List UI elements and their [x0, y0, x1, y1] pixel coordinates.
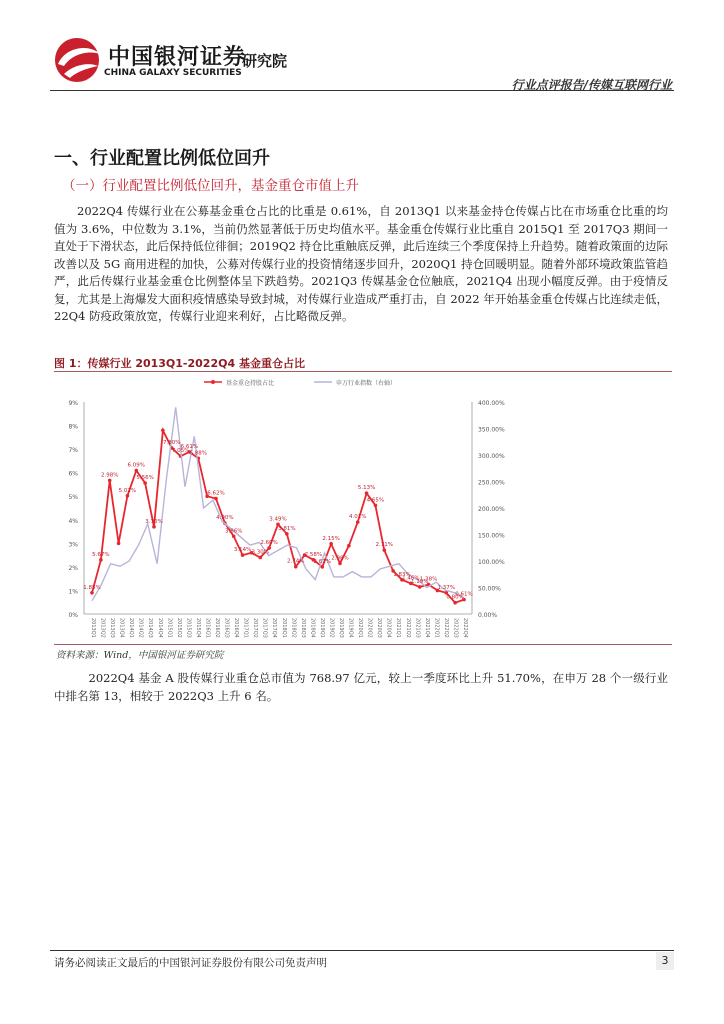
x-tick-label: 2015Q2: [175, 618, 182, 638]
x-tick-label: 2016Q3: [223, 618, 230, 638]
data-label: 1.85%: [83, 584, 101, 591]
data-point: [258, 556, 262, 560]
galaxy-logo-icon: [50, 36, 104, 84]
footer-divider: [50, 950, 674, 951]
x-tick-label: 2019Q2: [328, 618, 335, 638]
x-tick-label: 2016Q2: [214, 618, 220, 638]
data-label: 6.09%: [127, 462, 146, 469]
data-point: [347, 544, 351, 548]
y-left-tick-label: 8%: [68, 423, 78, 431]
data-label: 2.98%: [331, 555, 349, 562]
x-tick-label: 2014Q4: [156, 618, 163, 638]
logo-chinese-name: 中国银河证券: [108, 45, 247, 70]
x-tick-label: 2017Q3: [261, 618, 268, 638]
x-tick-label: 2015Q4: [194, 618, 201, 638]
y-right-tick-label: 350.00%: [478, 426, 505, 434]
y-right-tick-label: 50.00%: [478, 585, 501, 593]
x-tick-label: 2021Q3: [414, 618, 421, 638]
x-tick-label: 2016Q4: [233, 618, 240, 638]
y-right-tick-label: 150.00%: [478, 532, 505, 540]
data-point: [365, 491, 369, 495]
x-tick-label: 2021Q4: [423, 618, 430, 638]
chart-legend: [204, 379, 396, 387]
x-tick-label: 2015Q3: [185, 618, 192, 638]
x-tick-label: 2015Q1: [166, 618, 173, 638]
data-point: [99, 558, 103, 562]
data-label: 3.49%: [269, 516, 287, 523]
data-point: [338, 562, 342, 566]
x-tick-label: 2022Q3: [452, 618, 459, 638]
x-tick-label: 2013Q3: [109, 618, 116, 638]
data-point: [117, 542, 121, 546]
y-right-tick-label: 400.00%: [478, 400, 505, 407]
figure-title: 图 1：传媒行业 2013Q1-2022Q4 基金重仓占比: [54, 357, 305, 370]
y-left-tick-label: 0%: [68, 612, 78, 619]
data-point: [108, 479, 112, 483]
data-label: 1.46%: [402, 575, 420, 582]
data-label: 5.13%: [357, 485, 376, 492]
logo-institute: 研究院: [242, 52, 288, 70]
data-point: [232, 534, 236, 538]
legend-marker: [211, 380, 215, 384]
x-tick-label: 2017Q2: [252, 618, 259, 638]
x-tick-label: 2022Q1: [433, 618, 440, 638]
data-label: 4.90%: [216, 515, 234, 522]
x-tick-label: 2013Q2: [99, 618, 106, 638]
data-point: [418, 585, 422, 589]
data-point: [134, 469, 138, 473]
x-tick-label: 2018Q1: [280, 618, 287, 638]
data-point: [356, 520, 360, 524]
x-tick-label: 2017Q1: [242, 618, 249, 638]
data-point: [143, 481, 147, 485]
data-point: [126, 494, 130, 498]
x-tick-label: 2020Q1: [357, 618, 364, 638]
data-label: 0.61%: [455, 591, 473, 598]
data-label: 1.38%: [419, 576, 438, 583]
x-tick-label: 2014Q2: [137, 618, 144, 638]
data-point: [214, 497, 218, 501]
data-point: [285, 532, 289, 536]
x-tick-label: 2020Q3: [376, 618, 383, 638]
data-label: 7.80%: [162, 439, 181, 446]
header-divider: [50, 90, 674, 91]
x-tick-label: 2021Q1: [395, 618, 402, 638]
data-label: 2.71%: [375, 542, 394, 549]
data-point: [241, 553, 245, 557]
body-paragraph-1: 2022Q4 传媒行业在公募基金重仓占比的比重是 0.61%，自 2013Q1 以来基金持仓传媒占比在市场重仓比重的均值为 3.6%，中位数为 3.1%，当前仍然显著低于历史均值水平。基金重仓传媒行业比重自 2015Q1 至 2017Q3 期间一直处于下滑状态，此后保持低位徘徊；2019Q2 持仓比重触底反弹，此后连续三个季度保持上升趋势。随着政策面的边际改善以及 5G 商用进程的加快，公募对传媒行业的投资情绪逐步回升，2020Q1 持仓回暖明显。随着外部环境政策监管趋严，此后传媒行业基金重仓比例整体呈下跌趋势。2021Q3 传媒基金仓位触底，2021Q4 出现小幅度反弹。由于疫情反复，尤其是上海爆发大面积疫情感染导致封城，对传媒行业造成严重打击，自 2022 年开始基金重仓传媒占比连续走低，22Q4 防疫政策放宽，传媒行业迎来利好，占比略微反弹。: [54, 204, 668, 323]
data-label: 2.74%: [286, 558, 305, 565]
y-left-tick-label: 2%: [68, 564, 78, 572]
data-label: 3.81%: [278, 525, 296, 532]
x-tick-label: 2018Q3: [299, 618, 306, 638]
data-label: 3.14%: [233, 547, 252, 554]
y-left-tick-label: 5%: [68, 494, 78, 502]
x-tick-label: 2020Q2: [366, 618, 373, 638]
x-tick-label: 2018Q2: [290, 618, 297, 638]
figure-bottom-rule: [54, 644, 672, 645]
y-right-tick-label: 100.00%: [478, 559, 505, 566]
data-label: 2.15%: [322, 535, 340, 542]
x-tick-label: 2013Q1: [90, 618, 96, 638]
data-label: 2.60%: [260, 540, 278, 547]
data-label: 4.65%: [366, 497, 385, 504]
x-tick-label: 2019Q3: [338, 618, 344, 638]
data-label: 3.30%: [251, 549, 270, 556]
x-tick-label: 2022Q4: [462, 618, 468, 638]
chart-point-labels: [83, 440, 472, 601]
data-point: [152, 525, 156, 529]
data-point: [320, 565, 324, 569]
data-label: 5.67%: [92, 551, 110, 558]
y-left-tick-label: 4%: [68, 517, 78, 525]
figure-source: 资料来源：Wind，中国银河证券研究院: [56, 650, 224, 661]
x-tick-label: 2020Q4: [385, 618, 392, 638]
legend-label: 申万行业指数（右轴）: [336, 380, 397, 387]
y-right-tick-label: 0.00%: [478, 612, 498, 619]
y-left-tick-label: 1%: [68, 588, 78, 596]
fund-holding-chart: [54, 372, 670, 644]
x-tick-label: 2021Q2: [404, 618, 411, 638]
data-label: 5.02%: [118, 487, 137, 494]
data-label: 6.62%: [207, 490, 225, 497]
x-tick-label: 2019Q4: [347, 618, 354, 638]
x-tick-label: 2016Q1: [204, 618, 211, 638]
y-left-tick-label: 6%: [68, 470, 78, 478]
y-left-tick-label: 7%: [68, 447, 78, 455]
subsection-heading: （一）行业配置比例低位回升，基金重仓市值上升: [62, 178, 359, 194]
data-label: 2.58%: [304, 551, 323, 558]
data-point: [294, 565, 298, 569]
x-tick-label: 2014Q1: [128, 618, 135, 638]
x-tick-label: 2014Q3: [147, 618, 154, 638]
legend-label: 基金重仓持股占比: [226, 380, 275, 387]
data-label: 6.88%: [189, 450, 208, 457]
footer-disclaimer: 请务必阅读正文最后的中国银河证券股份有限公司免责声明: [54, 957, 327, 969]
data-point: [90, 591, 94, 595]
logo-english-name: CHINA GALAXY SECURITIES: [104, 68, 242, 78]
data-point: [374, 504, 378, 508]
data-label: 3.70%: [145, 518, 163, 525]
data-label: 1.83%: [393, 571, 411, 578]
y-right-tick-label: 250.00%: [478, 479, 505, 487]
data-label: 1.19%: [410, 578, 429, 585]
data-label: 7.05%: [171, 448, 190, 455]
data-label: 0.80%: [446, 594, 464, 601]
data-point: [453, 601, 457, 605]
x-tick-label: 2018Q4: [309, 618, 316, 638]
report-type: 行业点评报告/传媒互联网行业: [511, 78, 672, 92]
data-label: 1.37%: [437, 584, 456, 591]
data-label: 5.56%: [136, 475, 154, 482]
x-tick-label: 2013Q4: [118, 618, 125, 638]
x-tick-label: 2022Q2: [442, 618, 449, 638]
section-heading: 一、行业配置比例低位回升: [54, 148, 270, 169]
x-tick-label: 2019Q1: [318, 618, 325, 638]
data-point: [329, 542, 333, 546]
x-tick-label: 2017Q4: [271, 618, 278, 638]
data-label: 4.01%: [348, 514, 367, 521]
y-right-tick-label: 200.00%: [478, 506, 505, 513]
data-point: [161, 428, 165, 432]
data-point: [382, 548, 386, 552]
data-label: 6.61%: [180, 443, 199, 450]
data-label: 2.98%: [100, 472, 119, 479]
data-label: 2.61%: [313, 558, 332, 565]
y-left-tick-label: 3%: [68, 541, 78, 549]
y-left-tick-label: 9%: [68, 400, 78, 407]
y-right-tick-label: 300.00%: [478, 453, 505, 460]
page-number: 3: [656, 952, 674, 970]
body-paragraph-2: 2022Q4 基金 A 股传媒行业重仓总市值为 768.97 亿元，较上一季度环比上升 51.70%，在申万 28 个一级行业中排名第 13，相较于 2022Q3 上升 6 名。: [54, 671, 668, 703]
data-label: 3.86%: [224, 528, 243, 535]
